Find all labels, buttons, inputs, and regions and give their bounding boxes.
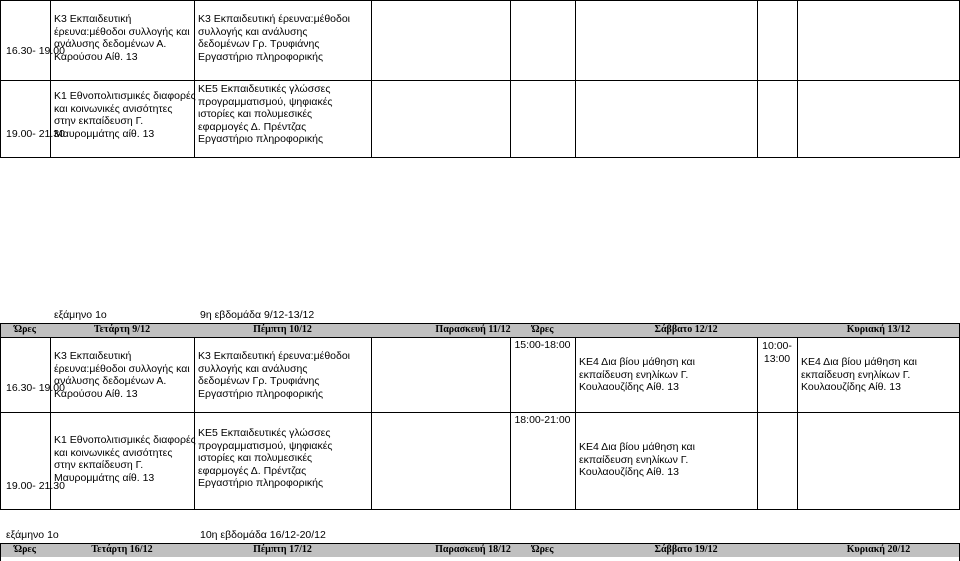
course-cell: Κ3 Εκπαιδευτική έρευνα:μέθοδοι συλλογής και ανάλυσης δεδομένων Α. Καρούσου Αίθ. 13 (54, 350, 190, 400)
header-saturday: Σάββατο 12/12 (654, 324, 718, 335)
header-friday: Παρασκευή 18/12 (435, 544, 511, 555)
time-slot: 18:00-21:00 (514, 414, 571, 426)
course-cell: ΚΕ4 Δια βίου μάθηση και εκπαίδευση ενηλίκων Γ. Κουλαουζίδης Αίθ. 13 (801, 356, 917, 393)
semester-label: εξάμηνο 1ο (6, 529, 59, 541)
time-slot: 15:00-18:00 (514, 339, 571, 351)
course-cell: Κ3 Εκπαιδευτική έρευνα:μέθοδοι συλλογής και ανάλυσης δεδομένων Γρ. Τρυφιάνης Εργαστήριο πληροφορικής (198, 350, 351, 400)
time-slot: 16.30- 19.00 (6, 45, 65, 57)
header-wednesday: Τετάρτη 16/12 (91, 544, 153, 555)
time-slot: 19.00- 21.30 (6, 480, 65, 492)
header-hours: Ώρες (14, 544, 36, 555)
course-cell: ΚΕ5 Εκπαιδευτικές γλώσσες προγραμματισμού, ψηφιακές ιστορίες και πολυμεσικές εφαρμογές Δ. Πρέντζας Εργαστήριο πληροφορικής (198, 83, 333, 145)
header-friday: Παρασκευή 11/12 (435, 324, 511, 335)
header-thursday: Πέμπτη 17/12 (253, 544, 312, 555)
header-wednesday: Τετάρτη 9/12 (93, 324, 151, 335)
time-slot: 19.00- 21.30 (6, 128, 65, 140)
course-cell: Κ3 Εκπαιδευτική έρευνα:μέθοδοι συλλογής και ανάλυσης δεδομένων Α. Καρούσου Αίθ. 13 (54, 13, 190, 63)
header-hours-2: Ώρες (531, 544, 554, 555)
header-saturday: Σάββατο 19/12 (654, 544, 718, 555)
course-cell: Κ1 Εθνοπολιτισμικές διαφορές και κοινωνικές ανισότητες στην εκπαίδευση Γ. Μαυρομμάτης αίθ. 13 (54, 434, 196, 484)
semester-label: εξάμηνο 1ο (54, 309, 107, 321)
header-sunday: Κυριακή 20/12 (846, 544, 911, 555)
time-slot: 16.30- 19.00 (6, 382, 65, 394)
header-sunday: Κυριακή 13/12 (846, 324, 911, 335)
header-thursday: Πέμπτη 10/12 (253, 324, 312, 335)
header-hours: Ώρες (14, 324, 36, 335)
course-cell: Κ3 Εκπαιδευτική έρευνα:μέθοδοι συλλογής και ανάλυσης δεδομένων Γρ. Τρυφιάνης Εργαστήριο πληροφορικής (198, 13, 351, 63)
course-cell: ΚΕ4 Δια βίου μάθηση και εκπαίδευση ενηλίκων Γ. Κουλαουζίδης Αίθ. 13 (579, 356, 695, 393)
week-title: 9η εβδομάδα 9/12-13/12 (200, 309, 315, 321)
course-cell: ΚΕ4 Δια βίου μάθηση και εκπαίδευση ενηλίκων Γ. Κουλαουζίδης Αίθ. 13 (579, 441, 695, 478)
course-cell: ΚΕ5 Εκπαιδευτικές γλώσσες προγραμματισμού, ψηφιακές ιστορίες και πολυμεσικές εφαρμογές Δ. Πρέντζας Εργαστήριο πληροφορικής (198, 427, 333, 489)
course-cell: Κ1 Εθνοπολιτισμικές διαφορές και κοινωνικές ανισότητες στην εκπαίδευση Γ. Μαυρομμάτης αίθ. 13 (54, 90, 196, 140)
time-slot: 10:00- 13:00 (762, 340, 792, 365)
header-hours-2: Ώρες (531, 324, 554, 335)
week-title: 10η εβδομάδα 16/12-20/12 (200, 529, 326, 541)
